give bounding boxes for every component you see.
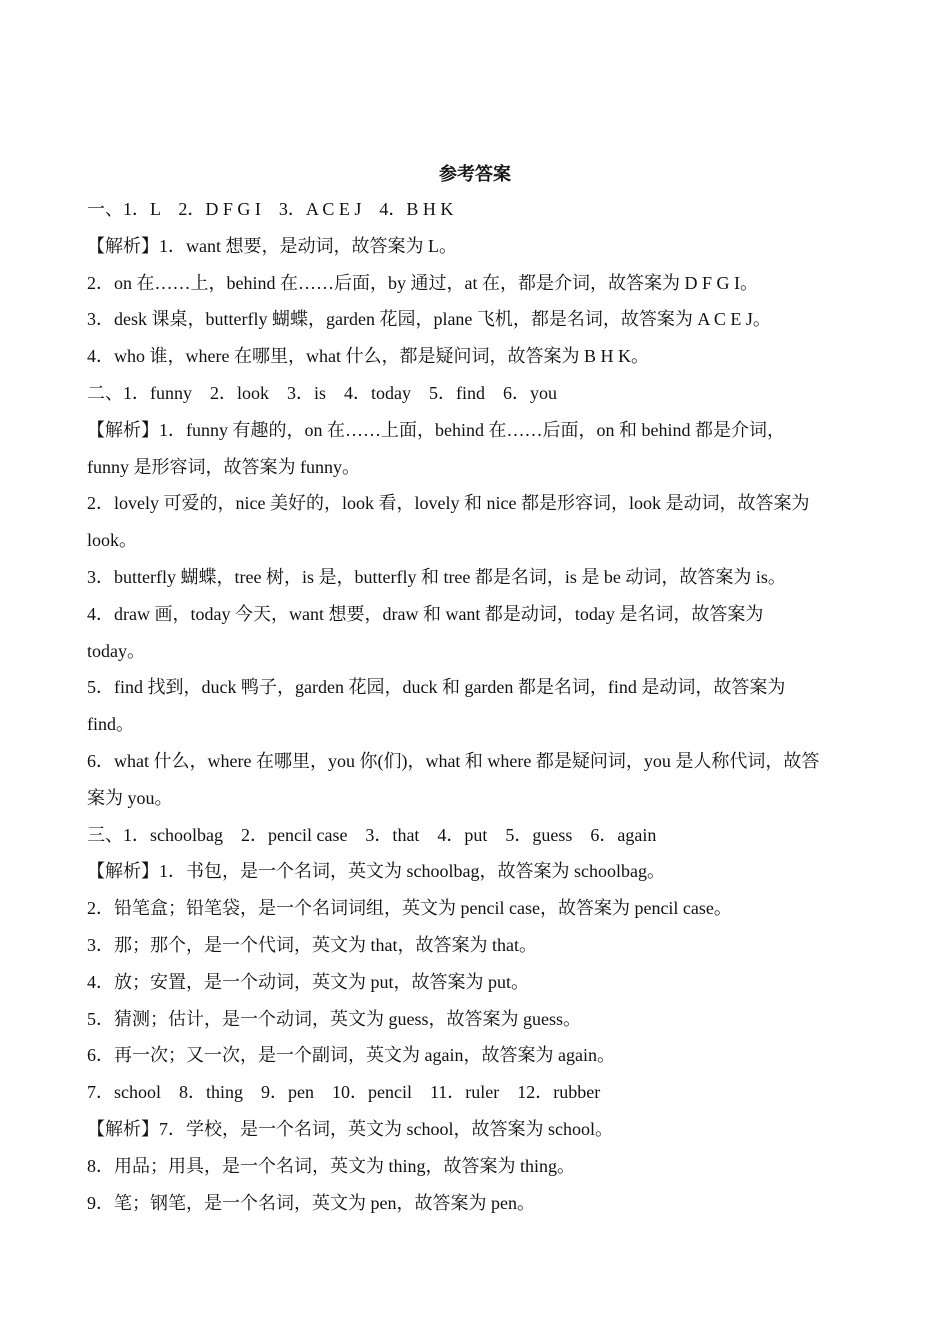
analysis-line: 3．butterfly 蝴蝶，tree 树，is 是，butterfly 和 tree 都是名词，is 是 be 动词，故答案为 is。 — [87, 566, 786, 587]
section-3-answers-continued: 7．school 8．thing 9．pen 10．pencil 11．ruler 12．rubber — [87, 1082, 601, 1103]
page-title: 参考答案 — [439, 164, 511, 184]
analysis-line: 2．on 在……上，behind 在……后面，by 通过，at 在，都是介词，故答案为 D F G I。 — [87, 272, 758, 293]
answer-body — [87, 195, 867, 1225]
analysis-line: 4．放；安置，是一个动词，英文为 put，故答案为 put。 — [87, 971, 529, 992]
analysis-line: 【解析】1．funny 有趣的，on 在……上面，behind 在……后面，on 和 behind 都是介词， — [87, 419, 785, 440]
analysis-line: 【解析】1．want 想要，是动词，故答案为 L。 — [87, 235, 457, 256]
analysis-line: 9．笔；钢笔，是一个名词，英文为 pen，故答案为 pen。 — [87, 1192, 535, 1213]
section-2-answers: 二、1．funny 2．look 3．is 4．today 5．find 6．you — [87, 382, 557, 403]
analysis-line: 5．猜测；估计，是一个动词，英文为 guess，故答案为 guess。 — [87, 1008, 581, 1029]
analysis-line: 2．lovely 可爱的，nice 美好的，look 看，lovely 和 nice 都是形容词，look 是动词，故答案为 — [87, 493, 810, 514]
section-1-answers: 一、1．L 2．D F G I 3．A C E J 4．B H K — [87, 199, 454, 219]
analysis-line: 2．铅笔盒；铅笔袋，是一个名词词组，英文为 pencil case，故答案为 pencil case。 — [87, 898, 732, 919]
analysis-line: look。 — [87, 530, 138, 551]
analysis-line: 5．find 找到，duck 鸭子，garden 花园，duck 和 garden 都是名词，find 是动词，故答案为 — [87, 677, 786, 698]
analysis-line: 【解析】1．书包，是一个名词，英文为 schoolbag，故答案为 schoolbag。 — [87, 861, 665, 882]
analysis-line: 3．那；那个，是一个代词，英文为 that，故答案为 that。 — [87, 934, 537, 955]
analysis-line: 4．draw 画，today 今天，want 想要，draw 和 want 都是动词，today 是名词，故答案为 — [87, 603, 764, 624]
analysis-line: 8．用品；用具，是一个名词，英文为 thing，故答案为 thing。 — [87, 1155, 576, 1176]
analysis-line: 6．再一次；又一次，是一个副词，英文为 again，故答案为 again。 — [87, 1045, 615, 1066]
analysis-line: 6．what 什么，where 在哪里，you 你(们)，what 和 where 都是疑问词，you 是人称代词，故答 — [87, 750, 820, 771]
analysis-line: funny 是形容词，故答案为 funny。 — [87, 456, 360, 477]
section-3-answers: 三、1．schoolbag 2．pencil case 3．that 4．put 5．guess 6．again — [87, 824, 657, 845]
analysis-line: 【解析】7．学校，是一个名词，英文为 school，故答案为 school。 — [87, 1118, 613, 1139]
analysis-line: find。 — [87, 714, 134, 735]
analysis-line: today。 — [87, 640, 145, 661]
analysis-line: 3．desk 课桌，butterfly 蝴蝶，garden 花园，plane 飞机，都是名词，故答案为 A C E J。 — [87, 309, 771, 330]
analysis-line: 案为 you。 — [87, 787, 173, 808]
analysis-line: 4．who 谁，where 在哪里，what 什么，都是疑问词，故答案为 B H K。 — [87, 346, 649, 367]
